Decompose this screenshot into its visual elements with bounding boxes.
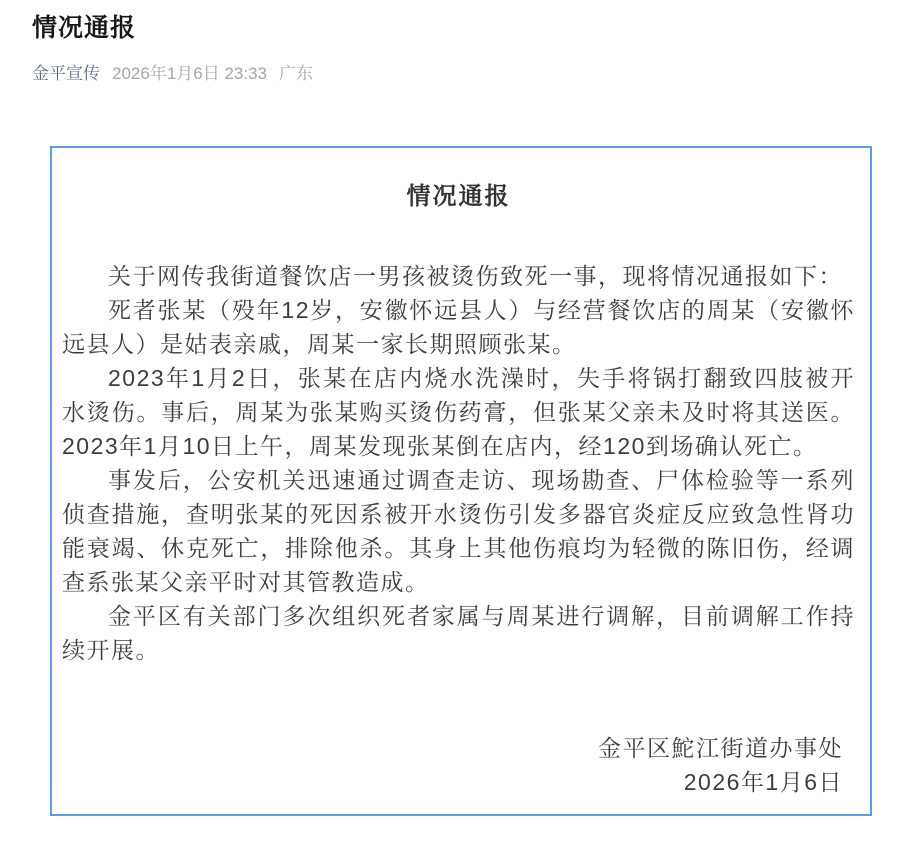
notice-title: 情况通报 [406, 183, 511, 210]
signature-date: 2026年1月6日 [683, 769, 843, 795]
byline [32, 63, 908, 85]
signature-block [62, 731, 855, 799]
notice-paragraph: 关于网传我街道餐饮店一男孩被烫伤致死一事，现将情况通报如下： [108, 263, 843, 289]
notice-body [62, 259, 855, 667]
publish-timestamp: 2026年1月6日 23:33 [112, 64, 267, 83]
notice-paragraph: 2023年1月2日，张某在店内烧水洗澡时，失手将锅打翻致四肢被开水烫伤。事后，周某为张某购买烫伤药膏，但张某父亲未及时将其送医。2023年1月10日上午，周某发现张某倒在店内，经120到场确认死亡。 [62, 365, 855, 459]
notice-paragraph: 死者张某（殁年12岁，安徽怀远县人）与经营餐饮店的周某（安徽怀远县人）是姑表亲戚，周某一家长期照顾张某。 [62, 297, 855, 357]
notice-paragraph: 事发后，公安机关迅速通过调查走访、现场勘查、尸体检验等一系列侦查措施，查明张某的死因系被开水烫伤引发多器官炎症反应致急性肾功能衰竭、休克死亡，排除他杀。其身上其他伤痕均为轻微的陈旧伤，经调查系张某父亲平时对其管教造成。 [62, 467, 855, 595]
notice-box [50, 146, 872, 816]
publish-location: 广东 [279, 64, 313, 83]
notice-paragraph: 金平区有关部门多次组织死者家属与周某进行调解，目前调解工作持续开展。 [62, 603, 855, 663]
page-title: 情况通报 [32, 14, 137, 42]
account-name-link[interactable]: 金平宣传 [32, 64, 100, 83]
signature-department: 金平区鮀江街道办事处 [598, 735, 843, 761]
